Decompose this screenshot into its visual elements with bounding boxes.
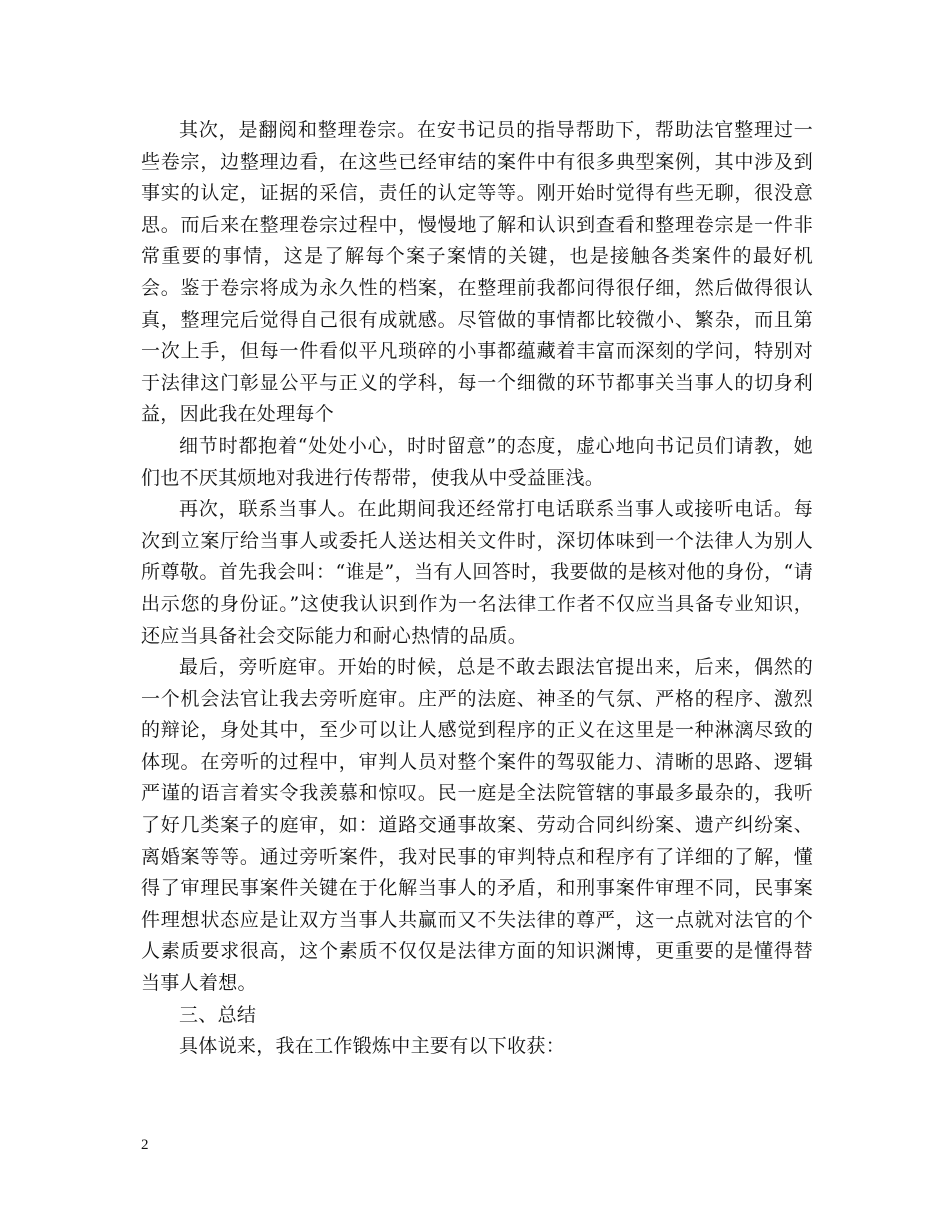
body-text: [141, 115, 813, 1063]
paragraph-details-attitude: 细节时都抱着“处处小心，时时留意”的态度，虚心地向书记员们请教，她们也不厌其烦地对我进行传帮带，使我从中受益匪浅。: [141, 434, 813, 489]
paragraph-contact-parties: 再次，联系当事人。在此期间我还经常打电话联系当事人或接听电话。每次到立案厅给当事人或委托人送达相关文件时，深切体味到一个法律人为别人所尊敬。首先我会叫：“谁是”，当有人回答时，我要做的是核对他的身份，“请出示您的身份证。”这使我认识到作为一名法律工作者不仅应当具备专业知识，还应当具备社会交际能力和耐心热情的品质。: [141, 498, 813, 647]
paragraph-court-hearing: 最后，旁听庭审。开始的时候，总是不敢去跟法官提出来，后来，偶然的一个机会法官让我去旁听庭审。庄严的法庭、神圣的气氛、严格的程序、激烈的辩论，身处其中，至少可以让人感觉到程序的正义在这里是一种淋漓尽致的体现。在旁听的过程中，审判人员对整个案件的驾驭能力、清晰的思路、逻辑严谨的语言着实令我羡慕和惊叹。民一庭是全法院管辖的事最多最杂的，我听了好几类案子的庭审，如：道路交通事故案、劳动合同纠纷案、遗产纠纷案、离婚案等等。通过旁听案件，我对民事的审判特点和程序有了详细的了解，懂得了审理民事案件关键在于化解当事人的矛盾，和刑事案件审理不同，民事案件理想状态应是让双方当事人共赢而又不失法律的尊严，这一点就对法官的个人素质要求很高，这个素质不仅仅是法律方面的知识渊博，更重要的是懂得替当事人着想。: [141, 656, 813, 995]
section-heading-summary: 三、总结: [179, 1003, 257, 1026]
paragraph-case-files: 其次，是翻阅和整理卷宗。在安书记员的指导帮助下，帮助法官整理过一些卷宗，边整理边看，在这些已经审结的案件中有很多典型案例，其中涉及到事实的认定，证据的采信，责任的认定等等。刚开始时觉得有些无聊，很没意思。而后来在整理卷宗过程中，慢慢地了解和认识到查看和整理卷宗是一件非常重要的事情，这是了解每个案子案情的关键，也是接触各类案件的最好机会。鉴于卷宗将成为永久性的档案，在整理前我都问得很仔细，然后做得很认真，整理完后觉得自己很有成就感。尽管做的事情都比较微小、繁杂，而且第一次上手，但每一件看似平凡琐碎的小事都蕴藏着丰富而深刻的学问，特别对于法律这门彰显公平与正义的学科，每一个细微的环节都事关当事人的切身利益，因此我在处理每个: [141, 119, 813, 426]
paragraph-gains-intro: 具体说来，我在工作锻炼中主要有以下收获：: [179, 1035, 566, 1058]
page-number: 2: [141, 1137, 149, 1153]
